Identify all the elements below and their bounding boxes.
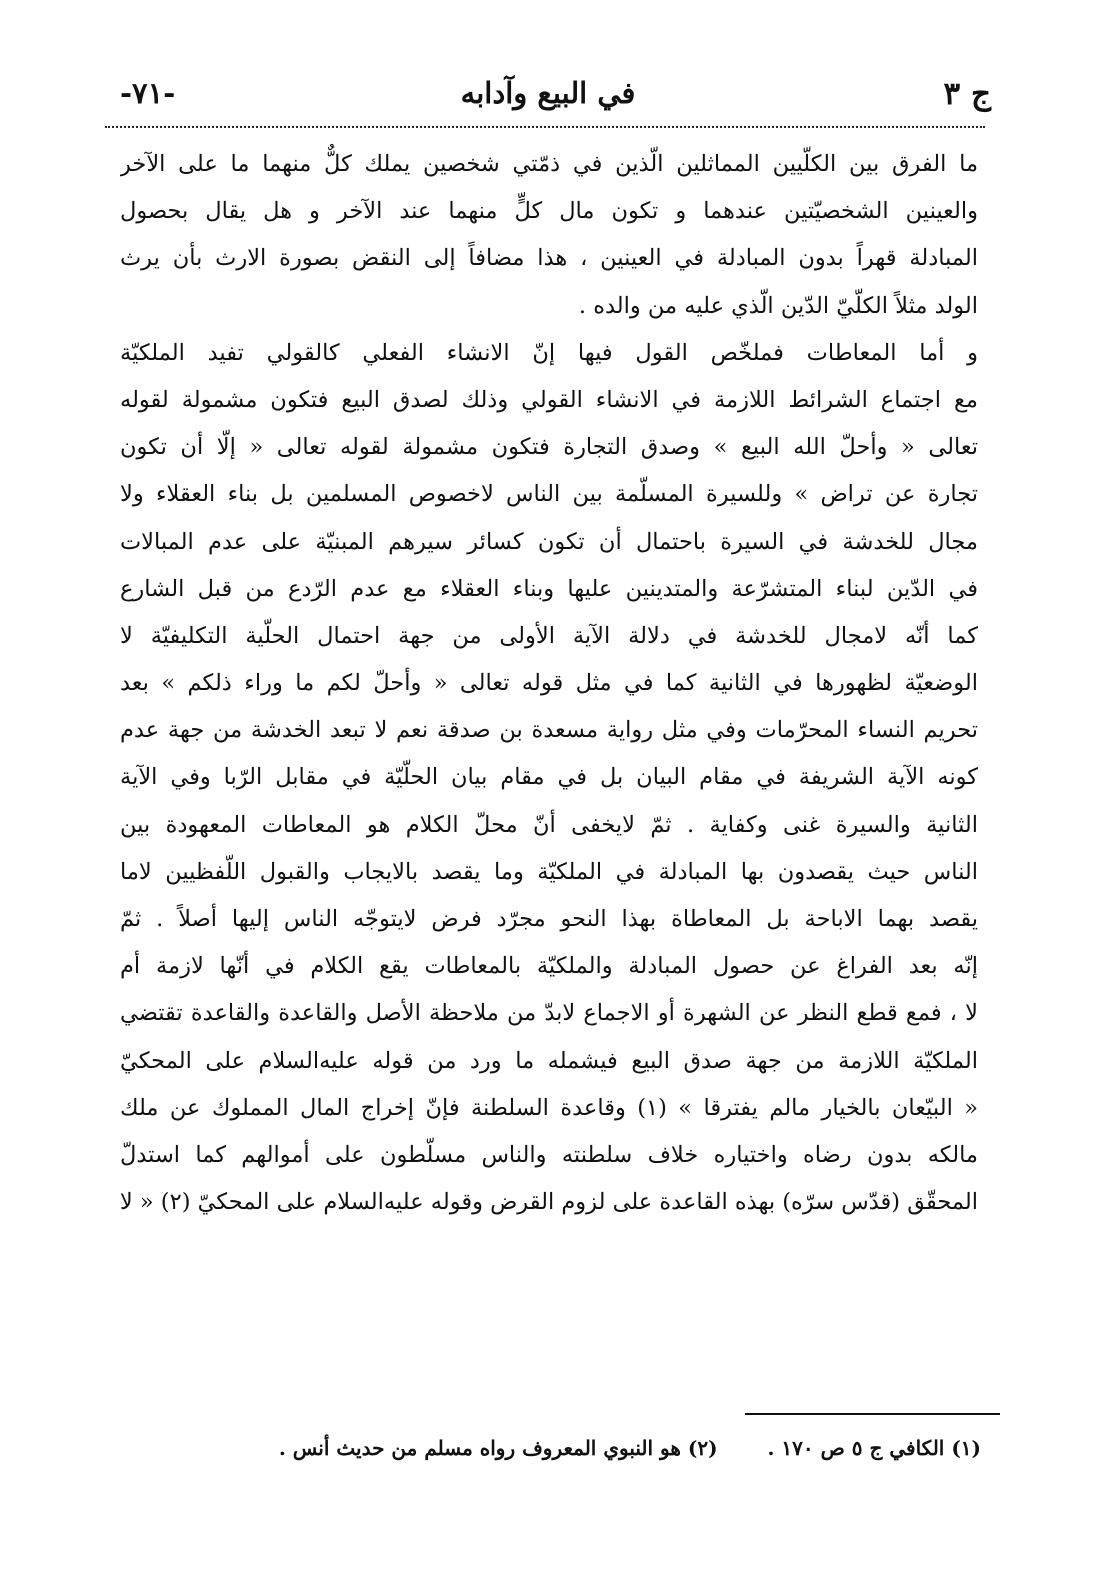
footnote-1: (١) الكافي ج ٥ ص ١٧٠ . bbox=[767, 1436, 981, 1460]
text-line: المحقّق (قدّس سرّه) بهذه القاعدة على لزوم القرض وقوله عليه‌السلام على المحكيّ (٢) « لا bbox=[120, 1189, 978, 1216]
text-line: مجال للخدشة في السيرة باحتمال أن تكون كسائر سيرهم المبنيّة على عدم المبالات bbox=[120, 528, 978, 555]
text-line: في الدّين لبناء المتشرّعة والمتدينين عليها وبناء العقلاء مع عدم الرّدع من قبل الشارع bbox=[120, 575, 978, 602]
text-line: « البيّعان بالخيار مالم يفترقا » (١) وقاعدة السلطنة فإنّ إخراج المال المملوك عن ملك bbox=[120, 1094, 978, 1121]
text-line: الوضعيّة لظهورها في الثانية كما في مثل قوله تعالى « وأحلّ لكم ما وراء ذلكم » بعد bbox=[120, 670, 978, 697]
text-line: والعينين الشخصيّتين عندهما و تكون مال كلٍّ منهما عند الآخر و هل يقال بحصول bbox=[120, 198, 978, 225]
header-dotted-rule bbox=[105, 126, 985, 128]
body-text bbox=[120, 141, 978, 1226]
page-header bbox=[105, 70, 991, 122]
text-line: الثانية والسيرة غنى وكفاية . ثمّ لايخفى أنّ محلّ الكلام هو المعاطات المعهودة بين bbox=[120, 811, 978, 838]
text-line: المبادلة قهراً بدون المبادلة في العينين ، هذا مضافاً إلى النقض بصورة الارث بأن يرث bbox=[120, 245, 978, 272]
text-line: الملكيّة اللازمة من جهة صدق البيع فيشمله ما ورد من قوله عليه‌السلام على المحكيّ bbox=[120, 1047, 978, 1074]
text-line: مالكه بدون رضاه واختياره خلاف سلطنته والناس مسلّطون على أموالهم كما استدلّ bbox=[120, 1141, 978, 1168]
text-line: يقصد بهما الاباحة بل المعاطاة بهذا النحو مجرّد فرض لايتوجّه الناس إليها أصلاً . ثمّ bbox=[120, 906, 978, 932]
text-line: لا ، فمع قطع النظر عن الشهرة أو الاجماع لابدّ من ملاحظة الأصل والقاعدة والقاعدة تقتضي bbox=[120, 1000, 978, 1027]
running-title: في البيع وآدابه bbox=[460, 76, 636, 110]
footnote-2: (٢) هو النبوي المعروف رواه مسلم من حديث أنس . bbox=[278, 1436, 718, 1460]
text-line: إنّه بعد الفراغ عن حصول المبادلة والملكيّة بالمعاطات يقع الكلام في أنّها لازمة أم bbox=[120, 953, 978, 980]
page-number: -٧١- bbox=[120, 76, 176, 110]
text-line: مع اجتماع الشرائط اللازمة في الانشاء القولي وذلك لصدق البيع فتكون مشمولة لقوله bbox=[120, 386, 978, 413]
volume-number: ج ٣ bbox=[943, 76, 991, 112]
footnote-separator bbox=[745, 1413, 1000, 1415]
text-line: كونه الآية الشريفة في مقام البيان بل في مقام بيان الحلّيّة في مقابل الرّبا وفي الآية bbox=[120, 764, 978, 791]
text-line: ما الفرق بين الكلّيين المماثلين الّذين في ذمّتي شخصين يملك كلٌّ منهما ما على الآخر bbox=[120, 151, 978, 177]
text-line: و أما المعاطات فملخّص القول فيها إنّ الانشاء الفعلي كالقولي تفيد الملكيّة bbox=[120, 339, 978, 366]
text-line: تجارة عن تراض » وللسيرة المسلّمة بين الناس لاخصوص المسلمين بل بناء العقلاء ولا bbox=[120, 481, 978, 508]
footnotes bbox=[279, 1426, 981, 1470]
text-line: الناس حيث يقصدون بها المبادلة في الملكيّة وما يقصد بالايجاب والقبول اللّفظيين لاما bbox=[120, 858, 978, 885]
text-line: الولد مثلاً الكلّيّ الدّين الّذي عليه من والده . bbox=[578, 292, 978, 319]
text-line: تحريم النساء المحرّمات وفي مثل رواية مسعدة بن صدقة نعم لا تبعد الخدشة من جهة عدم bbox=[120, 717, 978, 744]
text-line: كما أنّه لامجال للخدشة في دلالة الآية الأولى من جهة احتمال الحلّية التكليفيّة لا bbox=[120, 622, 978, 649]
text-line: تعالى « وأحلّ الله البيع » وصدق التجارة فتكون مشمولة لقوله تعالى « إلّا أن تكون bbox=[120, 434, 978, 461]
